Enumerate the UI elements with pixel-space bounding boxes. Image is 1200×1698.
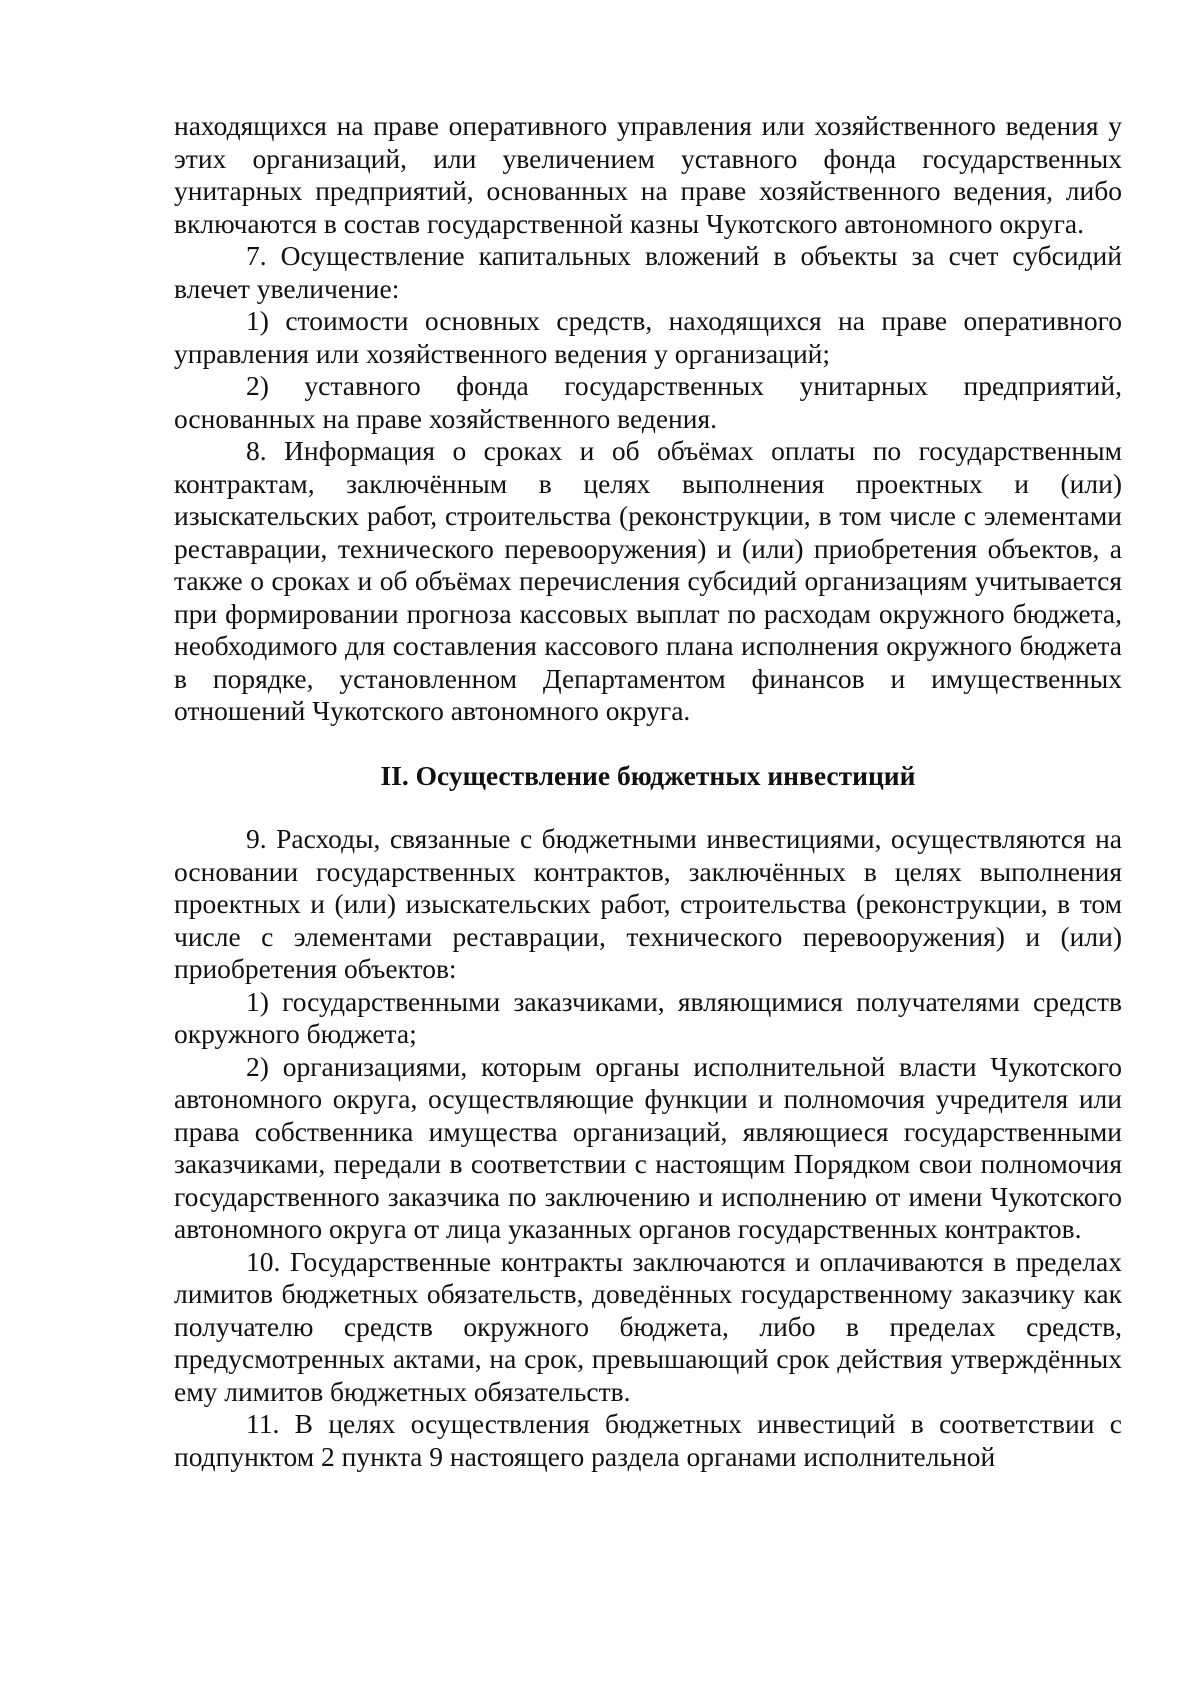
paragraph-item-9: 9. Расходы, связанные с бюджетными инвестициями, осуществляются на основании государственных контрактов, заключённых в целях выполнения проектных и (или) изыскательских работ, строительства (реконструкции, в том числе с элементами реставрации, технического перевооружения) и (или) приобретения объектов: [174,823,1122,984]
paragraph-item-7: 7. Осуществление капитальных вложений в объекты за счет субсидий влечет увеличение: [174,240,1122,304]
paragraph-continuation: находящихся на праве оперативного управления или хозяйственного ведения у этих организаций, или увеличением уставного фонда государственных унитарных предприятий, основанных на праве хозяйственного ведения, либо включаются в состав государственной казны Чукотского автономного округа. [174,110,1122,239]
paragraph-item-11: 11. В целях осуществления бюджетных инвестиций в соответствии с подпунктом 2 пункта 9 настоящего раздела органами исполнительной [174,1408,1122,1472]
paragraph-item-10: 10. Государственные контракты заключаются и оплачиваются в пределах лимитов бюджетных обязательств, доведённых государственному заказчику как получателю средств окружного бюджета, либо в пределах средств, предусмотренных актами, на срок, превышающий срок действия утверждённых ему лимитов бюджетных обязательств. [174,1245,1122,1407]
paragraph-item-7-1: 1) стоимости основных средств, находящихся на праве оперативного управления или хозяйственного ведения у организаций; [174,305,1122,369]
paragraph-item-7-2: 2) уставного фонда государственных унитарных предприятий, основанных на праве хозяйственного ведения. [174,370,1122,434]
paragraph-item-9-1: 1) государственными заказчиками, являющимися получателями средств окружного бюджета; [174,985,1122,1049]
paragraph-item-9-2: 2) организациями, которым органы исполнительной власти Чукотского автономного округа, осуществляющие функции и полномочия учредителя или права собственника имущества организаций, являющиеся государственными заказчиками, передали в соответствии с настоящим Порядком свои полномочия государственного заказчика по заключению и исполнению от имени Чукотского автономного округа от лица указанных органов государственных контрактов. [174,1050,1122,1244]
section-heading: II. Осуществление бюджетных инвестиций [380,759,916,791]
paragraph-item-8: 8. Информация о сроках и об объёмах оплаты по государственным контрактам, заключённым в целях выполнения проектных и (или) изыскательских работ, строительства (реконструкции, в том числе с элементами реставрации, технического перевооружения) и (или) приобретения объектов, а также о сроках и об объёмах перечисления субсидий организациям учитывается при формировании прогноза кассовых выплат по расходам окружного бюджета, необходимого для составления кассового плана исполнения окружного бюджета в порядке, установленном Департаментом финансов и имущественных отношений Чукотского автономного округа. [174,435,1122,726]
document-page [174,110,1122,1473]
